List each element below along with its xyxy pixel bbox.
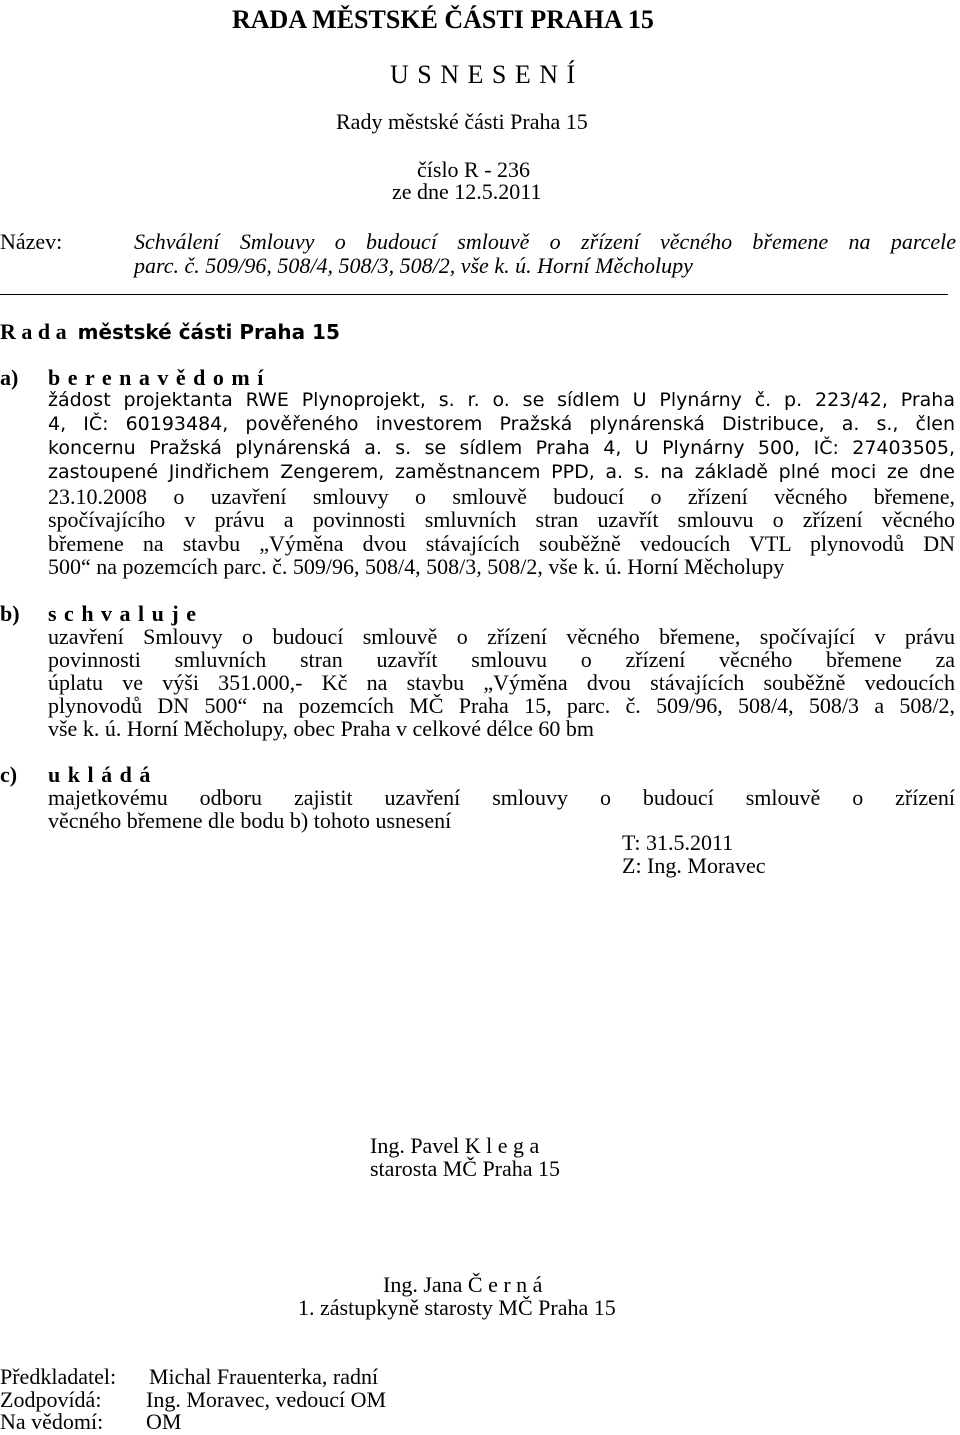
signature-name: Ing. Pavel K l e g a <box>370 1133 540 1158</box>
subject-label: Název: <box>0 229 63 254</box>
section-a-line: 500“ na pozemcích parc. č. 509/96, 508/4, 508/3, 508/2, vše k. ú. Horní Měcholupy <box>48 554 785 579</box>
footer-label: Předkladatel: <box>0 1364 117 1389</box>
section-a-line: zastoupené Jindřichem Zengerem, zaměstnancem PPD, a. s. na základě plné moci ze dne <box>48 461 955 483</box>
section-b-marker: b) <box>0 601 20 626</box>
signature-role: 1. zástupkyně starosty MČ Praha 15 <box>298 1295 616 1320</box>
separator-line <box>0 294 948 295</box>
council-text: městské části Praha 15 <box>77 320 340 344</box>
council-heading <box>0 319 340 345</box>
section-b-verb: s c h v a l u j e <box>48 601 197 626</box>
subject-line-1: Schválení Smlouvy o budoucí smlouvě o zřízení věcného břemene na parcele <box>134 229 956 254</box>
council-label: R a d a <box>0 319 67 344</box>
section-c-line: majetkovému odboru zajistit uzavření smlouvy o budoucí smlouvě o zřízení <box>48 785 955 810</box>
subject-line-2: parc. č. 509/96, 508/4, 508/3, 508/2, vše k. ú. Horní Měcholupy <box>134 253 693 278</box>
deadline: T: 31.5.2011 <box>622 830 734 855</box>
section-a-line: břemene na stavbu „Výměna dvou stávajících souběžně vedoucích VTL plynovodů DN <box>48 531 955 556</box>
section-a-line: 23.10.2008 o uzavření smlouvy o smlouvě budoucí o zřízení věcného břemene, <box>48 484 955 509</box>
section-a-line: žádost projektanta RWE Plynoprojekt, s. r. o. se sídlem U Plynárny č. p. 223/42, Praha <box>48 389 955 411</box>
section-b-line: vše k. ú. Horní Měcholupy, obec Praha v celkové délce 60 bm <box>48 716 594 741</box>
footer-value: OM <box>146 1409 182 1434</box>
resolution-number: číslo R - 236 <box>417 157 531 182</box>
footer-label: Zodpovídá: <box>0 1387 102 1412</box>
council-title: RADA MĚSTSKÉ ČÁSTI PRAHA 15 <box>232 5 654 34</box>
resolution-date: ze dne 12.5.2011 <box>392 179 542 204</box>
document-type: U S N E S E N Í <box>390 60 577 89</box>
signature-name: Ing. Jana Č e r n á <box>383 1272 543 1297</box>
section-a-verb: b e r e n a v ě d o m í <box>48 365 265 390</box>
section-c-verb: u k l á d á <box>48 762 152 787</box>
section-a-line: koncernu Pražská plynárenská a. s. se sídlem Praha 4, U Plynárny 500, IČ: 27403505, <box>48 437 955 459</box>
section-b-line: povinnosti smluvních stran uzavřít smlouvu o zřízení věcného břemene za <box>48 647 955 672</box>
responsible-person: Z: Ing. Moravec <box>622 853 766 878</box>
section-a-marker: a) <box>0 365 19 390</box>
document-subtitle: Rady městské části Praha 15 <box>336 109 588 134</box>
section-b-line: plynovodů DN 500“ na pozemcích MČ Praha 15, parc. č. 509/96, 508/4, 508/3 a 508/2, <box>48 693 955 718</box>
section-a-line: spočívajícího v právu a povinnosti smluvních stran uzavřít smlouvu o zřízení věcného <box>48 507 955 532</box>
section-c-line: věcného břemene dle bodu b) tohoto usnesení <box>48 808 452 833</box>
footer-value: Ing. Moravec, vedoucí OM <box>146 1387 387 1412</box>
signature-role: starosta MČ Praha 15 <box>370 1156 561 1181</box>
section-a-line: 4, IČ: 60193484, pověřeného investorem Pražská plynárenská Distribuce, a. s., člen <box>48 413 955 435</box>
footer-value: Michal Frauenterka, radní <box>149 1364 379 1389</box>
footer-label: Na vědomí: <box>0 1409 104 1434</box>
section-b-line: uzavření Smlouvy o budoucí smlouvě o zřízení věcného břemene, spočívající v právu <box>48 624 955 649</box>
section-c-marker: c) <box>0 762 18 787</box>
section-b-line: úplatu ve výši 351.000,- Kč na stavbu „Výměna dvou stávajících souběžně vedoucích <box>48 670 955 695</box>
